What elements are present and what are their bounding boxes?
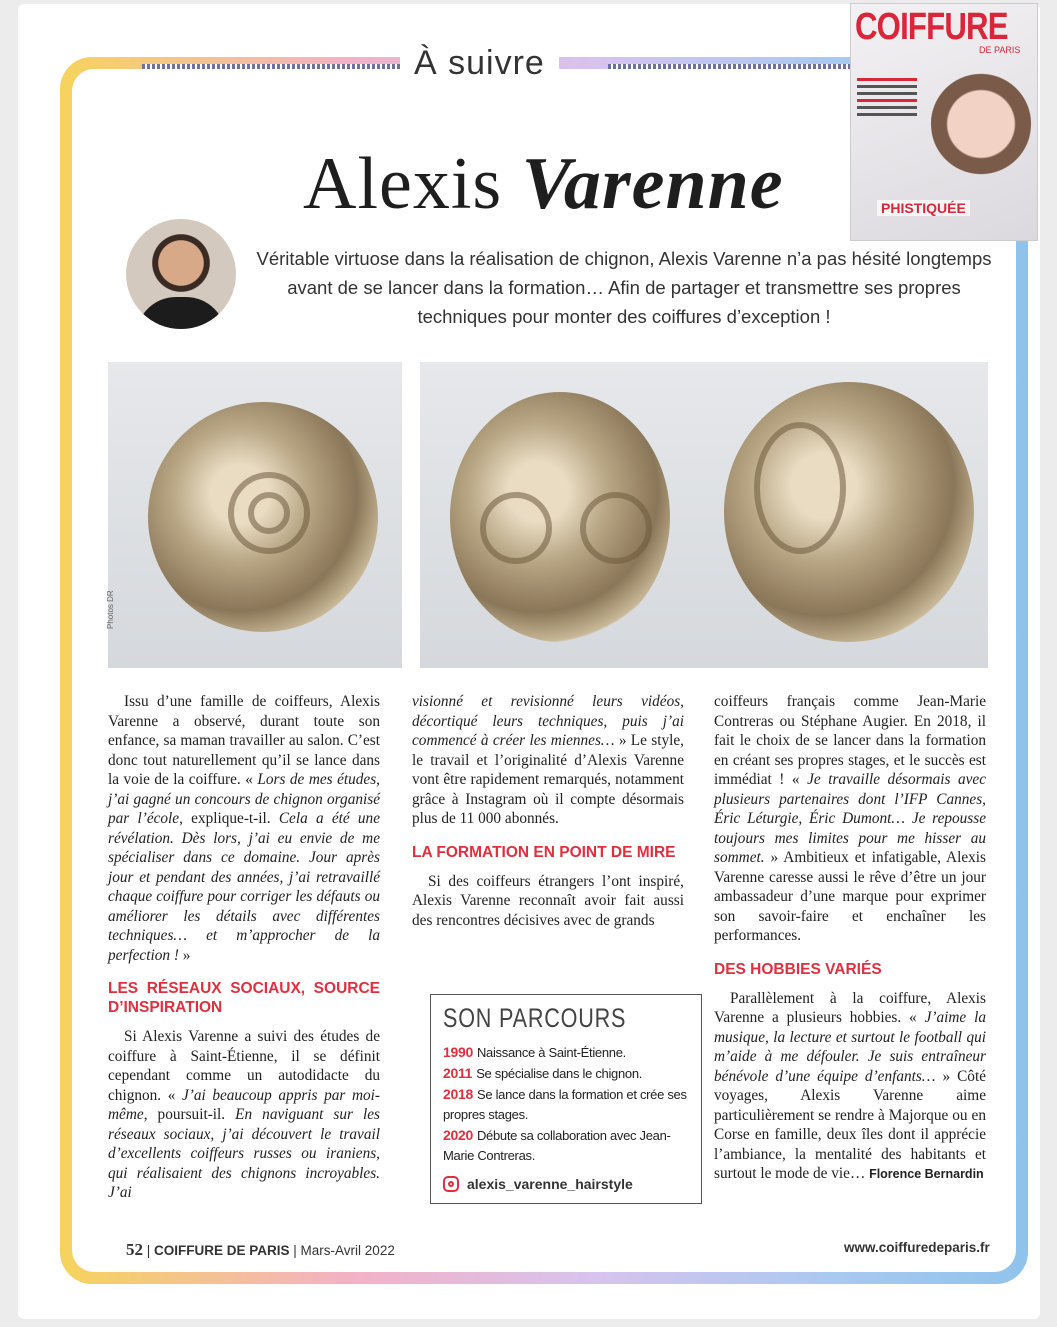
col1-paragraph-1: Issu d’une famille de coiffeurs, Alexis Varenne a observé, durant toute son enfance, sa maman travailler au salon. C’est donc tout naturellement qu’il se lance dans la voie de la coiffure. « Lors de mes études, j’ai gagné un concours de chignon organisé par l’école, explique-t-il. Cela a été une révélation. Dès lors, j’ai eu envie de me spécialiser dans ce domaine. Jour après jour et pendant des années, j’ai retravaillé chaque coiffure pour corriger les défauts ou améliorer les détails avec différentes techniques… et m’approcher de la perfection ! »	[108, 693, 380, 964]
page-number: 52	[126, 1240, 143, 1259]
instagram-handle-text: alexis_varenne_hairstyle	[467, 1176, 633, 1192]
article-author: Florence Bernardin	[869, 1167, 984, 1181]
col3-paragraph-2: Parallèlement à la coiffure, Alexis Varenne a plusieurs hobbies. « J’aime la musique, la lecture et surtout le football qui m’aide à me défouler. Je suis entraîneur bénévole d’une équipe d’enfants… » Côté voyages, Alexis Varenne aime particulièrement se rendre à Majorque ou en Corse en famille, deux îles dont il apprécie l’ambiance, la mentalité des habitants et surtout le mode de vie… Florence Bernardin	[714, 989, 986, 1182]
parcours-item: 2011 Se spécialise dans le chignon.	[443, 1065, 643, 1081]
kicker-rule-right	[608, 64, 870, 69]
hairstyle-photo-3	[694, 362, 988, 668]
section-kicker: À suivre	[400, 44, 559, 83]
hairstyle-photo-2	[420, 362, 694, 668]
column-2	[412, 692, 684, 930]
magazine-cover-thumbnail	[851, 4, 1037, 240]
title-last-name: Varenne	[521, 143, 784, 225]
kicker-rule-left	[142, 64, 400, 69]
column-3	[714, 692, 986, 1185]
title-first-name: Alexis	[303, 143, 503, 225]
col1-paragraph-2: Si Alexis Varenne a suivi des études de coiffure à Saint-Étienne, il se définit cependant comme un autodidacte du chignon. « J’ai beaucoup appris par moi-même, poursuit-il. En naviguant sur les réseaux sociaux, j’ai découvert le travail d’excellents coiffeurs russes ou iraniens, qui réalisaient des chignons incroyables. J’ai	[108, 1028, 380, 1201]
cover-model	[931, 58, 1031, 178]
photo-credit: Photos DR	[106, 590, 115, 629]
page-footer: 52 | COIFFURE DE PARIS | Mars-Avril 2022	[126, 1240, 395, 1259]
col2-paragraph-2: Si des coiffeurs étrangers l’ont inspiré, Alexis Varenne reconnaît avoir fait aussi des rencontres décisives avec de grands	[412, 872, 684, 929]
parcours-box	[430, 994, 702, 1204]
cover-tagline: PHISTIQUÉE	[877, 200, 970, 216]
instagram-icon	[443, 1176, 459, 1192]
cover-subtitle: DE PARIS	[979, 45, 1021, 55]
hairstyle-photo-1	[108, 362, 402, 668]
cover-headlines	[857, 74, 917, 120]
col3-paragraph-1: coiffeurs français comme Jean-Marie Contreras ou Stéphane Augier. En 2018, il fait le choix de se lancer dans la formation en créant ses propres stages, et le succès est immédiat ! « Je travaille désormais avec plusieurs partenaires dont l’IFP Cannes, Éric Léturgie, Éric Dumont… Je repousse toujours mes limites pour me hisser au sommet. » Ambitieux et infatigable, Alexis Varenne caresse aussi le rêve d’être un jour ambassadeur d’une marque pour exprimer son savoir-faire et enchaîner les performances.	[714, 693, 986, 944]
parcours-item: 2018 Se lance dans la formation et crée ses propres stages.	[443, 1086, 687, 1122]
author-portrait	[126, 219, 236, 329]
col2-heading: LA FORMATION EN POINT DE MIRE	[412, 843, 676, 861]
col1-heading: LES RÉSEAUX SOCIAUX, SOURCE D’INSPIRATION	[108, 980, 380, 1016]
article-title	[303, 142, 784, 227]
col2-paragraph-1: visionné et revisionné leurs vidéos, décortiqué leurs techniques, puis j’ai commencé à créer les miennes… » Le style, le travail et l’originalité d’Alexis Varenne vont être rapidement remarqués, notamment grâce à Instagram où il compte désormais plus de 11 000 abonnés.	[412, 693, 684, 827]
instagram-handle[interactable]	[443, 1176, 689, 1192]
parcours-item: 1990 Naissance à Saint-Étienne.	[443, 1044, 626, 1060]
magazine-name: COIFFURE DE PARIS	[154, 1243, 290, 1258]
parcours-title: SON PARCOURS	[443, 1003, 627, 1033]
issue-date: Mars-Avril 2022	[300, 1243, 395, 1258]
cover-masthead: COIFFURE	[855, 6, 1008, 48]
column-1	[108, 692, 380, 1203]
website-link[interactable]: www.coiffuredeparis.fr	[844, 1240, 990, 1255]
col3-heading: DES HOBBIES VARIÉS	[714, 960, 882, 978]
parcours-item: 2020 Débute sa collaboration avec Jean-Marie Contreras.	[443, 1127, 671, 1163]
intro-text: Véritable virtuose dans la réalisation de chignon, Alexis Varenne n’a pas hésité longtemps avant de se lancer dans la formation… Afin de partager et transmettre ses propres techniques pour monter des coiffures d’exception !	[256, 248, 992, 327]
